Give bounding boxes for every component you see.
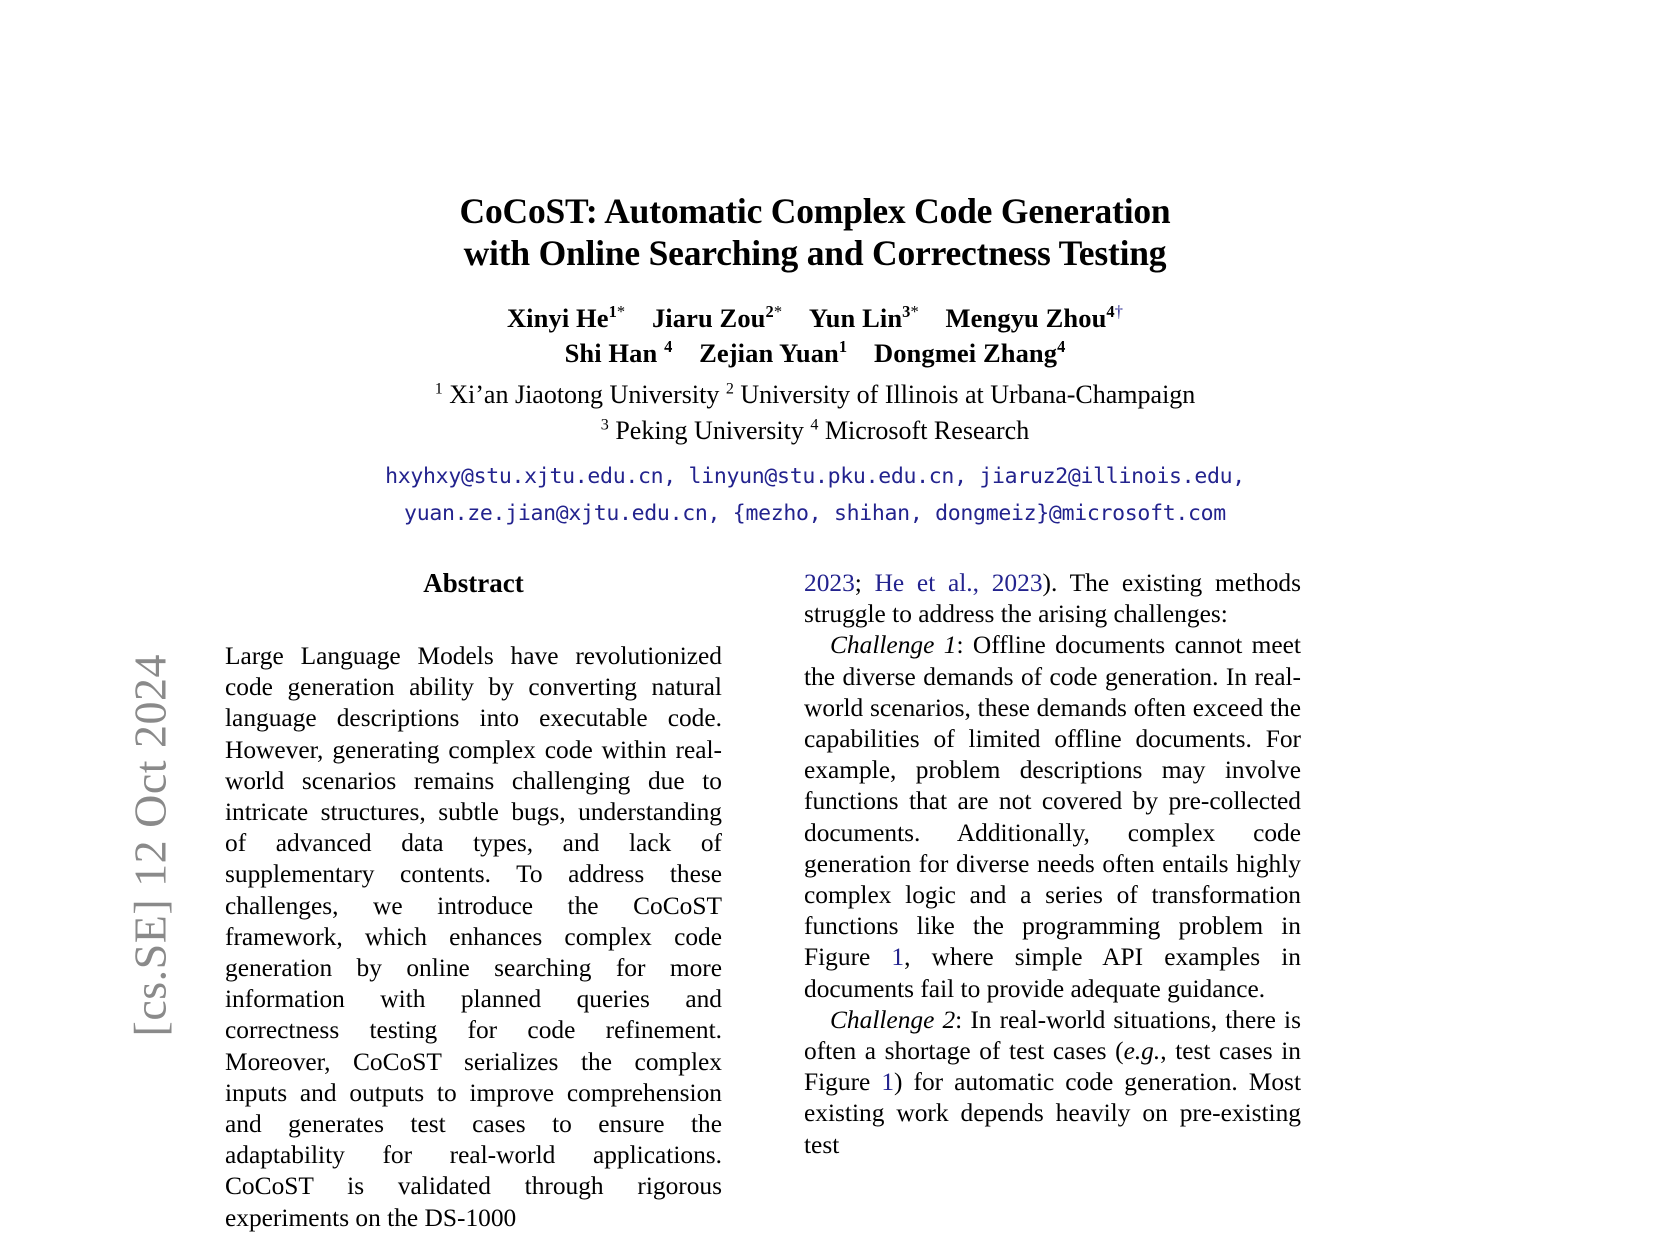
- author-affil-marker: 3: [902, 302, 911, 322]
- abstract-paragraph: Large Language Models have revolutionized code generation ability by converting natural language descriptions into executable code. However, generating complex code within real-world scenarios remains challenging due to intricate structures, subtle bugs, understanding of advanced data types, and lack of supplementary contents. To address these challenges, we introduce the CoCoST framework, which enhances complex code generation by online searching for more information with planned queries and correctness testing for code refinement. Moreover, CoCoST serializes the complex inputs and outputs to improve comprehension and generates test cases to ensure the adaptability for real-world applications. CoCoST is validated through rigorous experiments on the DS-1000: [225, 642, 722, 1232]
- email-row-2[interactable]: [195, 495, 1435, 532]
- author-entry: [874, 338, 1065, 368]
- author-affil-marker: 1: [838, 337, 848, 357]
- author-name: Shi Han: [564, 338, 658, 368]
- page-title: [195, 190, 1435, 274]
- author-entry: [565, 338, 673, 368]
- author-affil-marker: 1: [608, 302, 617, 322]
- author-sym-marker: *: [910, 302, 919, 322]
- left-column: [225, 568, 722, 1234]
- title-block: [195, 0, 1435, 274]
- figure-1-reference[interactable]: 1: [881, 1068, 895, 1097]
- affiliation-marker: 4: [810, 416, 819, 434]
- author-name: Mengyu Zhou: [945, 303, 1107, 333]
- affiliation-row-1: [195, 377, 1435, 413]
- affiliation-name: University of Illinois at Urbana-Champaign: [740, 380, 1196, 409]
- challenge-2-eg: e.g.: [1123, 1037, 1161, 1066]
- challenge-2-text-a: : In real-world situations, there is often a shortage of test cases (: [804, 1005, 1301, 1066]
- author-affil-marker: 4: [1106, 302, 1115, 322]
- author-entry: [507, 303, 625, 333]
- two-column-body: [225, 568, 1420, 1234]
- email-part-c: }@microsoft.com: [1036, 501, 1226, 526]
- affiliation-name: Peking University: [615, 416, 804, 445]
- challenge-1-text-b: , where simple API examples in documents fail to provide adequate guidance.: [804, 943, 1301, 1003]
- author-row-1: [195, 301, 1435, 336]
- figure-1-reference[interactable]: 1: [891, 943, 905, 972]
- challenge-2-text-b: , test cases in Figure: [804, 1037, 1301, 1097]
- email-block: [195, 458, 1435, 532]
- challenge-1-text-a: : Offline documents cannot meet the diverse demands of code generation. In real-world scenarios, these demands often exceed the capabilities of limited offline documents. For example, problem descriptions may involve functions that are not covered by pre-collected documents. Additionally, complex code generation for diverse needs often entails highly complex logic and a series of transformation functions like the programming problem in Figure: [804, 631, 1301, 972]
- author-row-2: [195, 336, 1435, 371]
- author-entry: [809, 303, 919, 333]
- author-name: Jiaru Zou: [651, 303, 766, 333]
- affiliation-block: [195, 377, 1435, 449]
- author-name: Xinyi He: [506, 303, 609, 333]
- affiliation-marker: 1: [434, 380, 443, 398]
- email-part-a: yuan.ze.jian@xjtu.edu.cn, {: [404, 501, 746, 526]
- affiliation-marker: 3: [600, 416, 609, 434]
- challenge-2-label: Challenge 2: [830, 1005, 956, 1034]
- author-sym-marker: †: [1114, 302, 1124, 322]
- challenge-1-paragraph: [804, 630, 1301, 1004]
- title-line-2: with Online Searching and Correctness Testing: [463, 233, 1167, 273]
- challenge-2-text-c: ) for automatic code generation. Most existing work depends heavily on pre-existing test: [804, 1068, 1301, 1159]
- arxiv-stamp-text: [cs.SE] 12 Oct 2024: [124, 653, 176, 1037]
- author-name: Zejian Yuan: [699, 338, 839, 368]
- author-affil-marker: 4: [1057, 337, 1066, 357]
- author-affil-marker: 4: [664, 337, 673, 357]
- title-line-1: CoCoST: Automatic Complex Code Generation: [459, 191, 1171, 231]
- paper-page: [195, 0, 1435, 1241]
- author-sym-marker: *: [616, 302, 626, 322]
- abstract-heading: Abstract: [423, 568, 524, 598]
- email-row-1[interactable]: hxyhxy@stu.xjtu.edu.cn, linyun@stu.pku.edu.cn, jiaruz2@illinois.edu,: [385, 464, 1245, 489]
- citation-separator: ;: [854, 569, 875, 597]
- right-column: [804, 568, 1301, 1234]
- challenge-1-label: Challenge 1: [830, 631, 957, 660]
- author-name: Yun Lin: [808, 303, 903, 333]
- author-entry: [946, 303, 1124, 333]
- email-part-b: mezho, shihan, dongmeiz: [745, 501, 1037, 526]
- intro-text-rest: ). The existing methods struggle to address the arising challenges:: [804, 569, 1301, 629]
- affiliation-name: Xi’an Jiaotong University: [449, 380, 720, 409]
- citation-year[interactable]: 2023: [804, 569, 855, 597]
- author-entry: [652, 303, 782, 333]
- affiliation-row-2: [195, 413, 1435, 449]
- intro-paragraph-continuation: [804, 568, 1301, 630]
- affiliation-marker: 2: [725, 380, 734, 398]
- author-affil-marker: 2: [765, 302, 774, 322]
- author-name: Dongmei Zhang: [873, 338, 1058, 368]
- arxiv-stamp: [0, 0, 176, 1241]
- author-block: [195, 301, 1435, 371]
- author-entry: [699, 338, 847, 368]
- author-sym-marker: *: [773, 302, 783, 322]
- challenge-2-paragraph: [804, 1005, 1301, 1161]
- affiliation-name: Microsoft Research: [824, 416, 1030, 445]
- citation-he-2023[interactable]: He et al., 2023: [874, 569, 1043, 597]
